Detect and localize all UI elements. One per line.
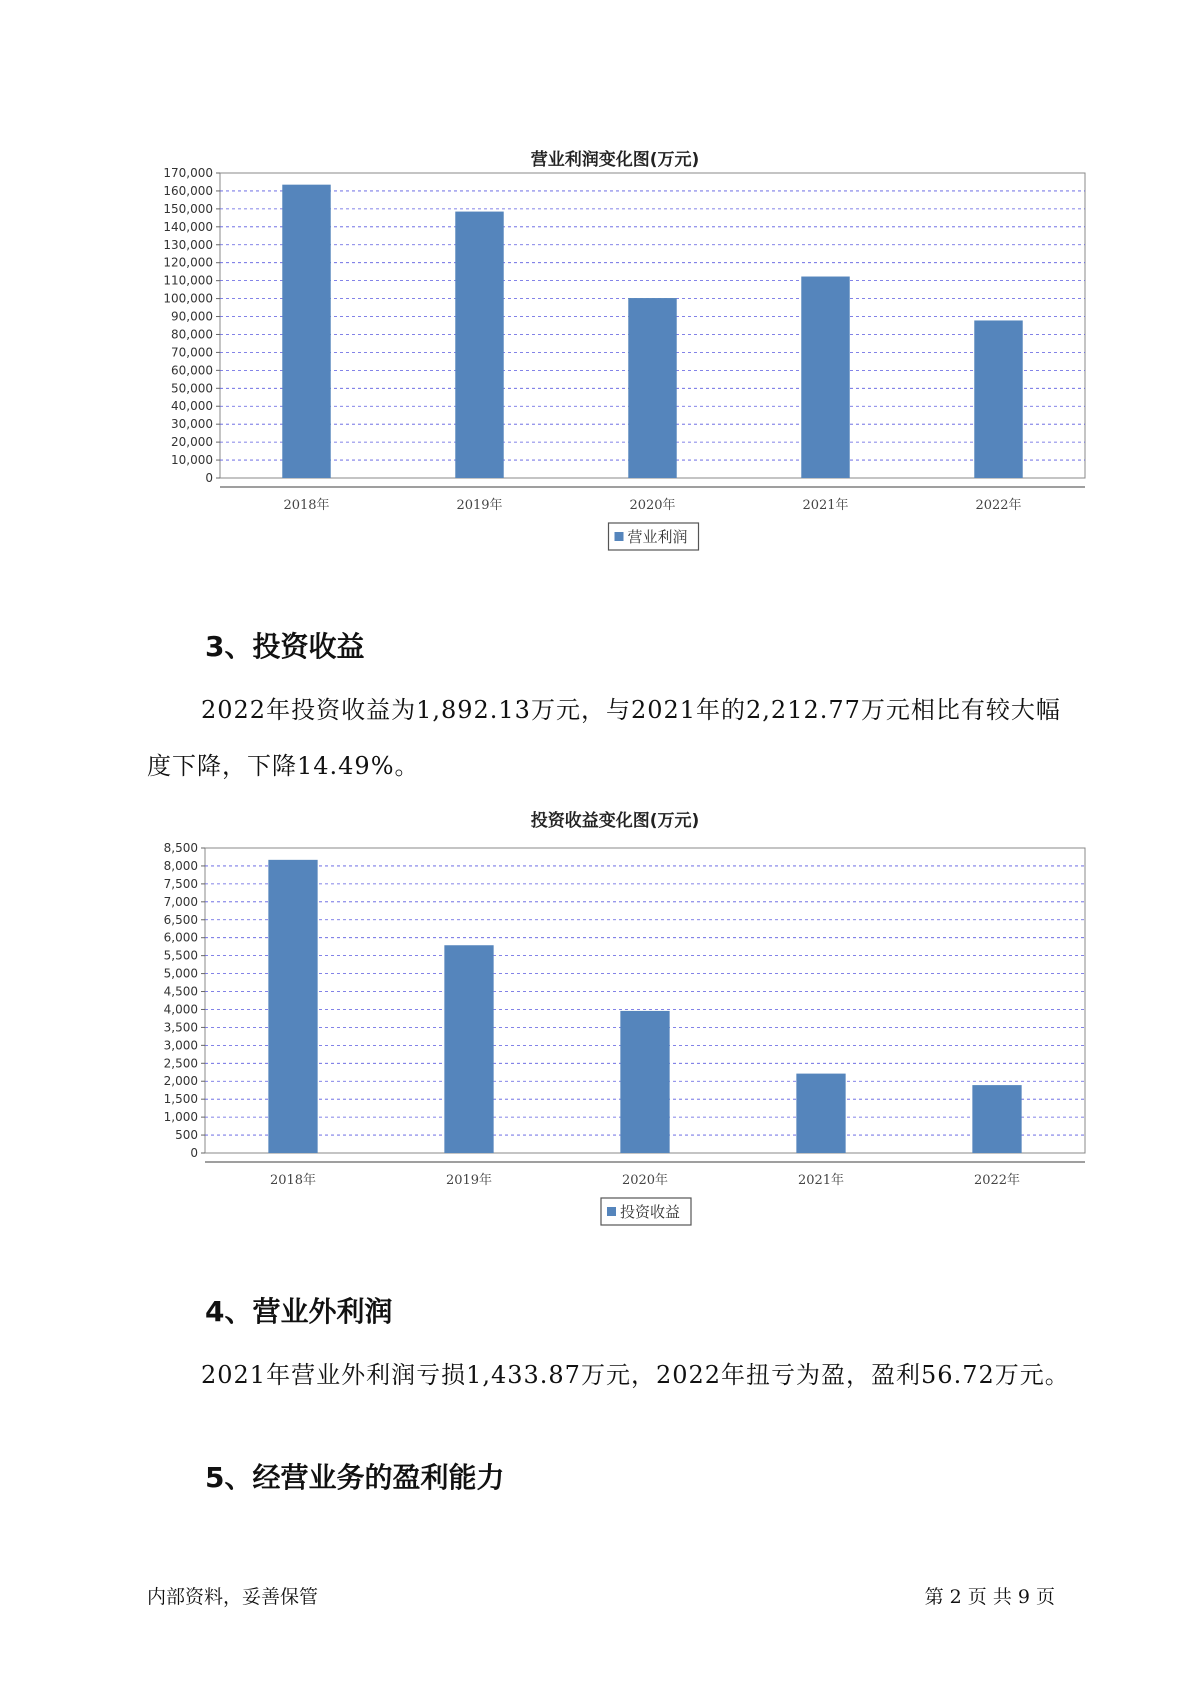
- y-tick-label: 160,000: [163, 183, 213, 198]
- investment-income-svg: [150, 797, 1080, 1237]
- y-tick-label: 6,500: [163, 912, 198, 927]
- x-tick-label: 2020年: [629, 498, 676, 513]
- y-tick-label: 70,000: [171, 345, 213, 360]
- y-tick-label: 5,000: [163, 966, 198, 981]
- y-tick-label: 500: [175, 1128, 198, 1143]
- y-tick-label: 1,000: [163, 1110, 198, 1125]
- bar: [796, 1074, 845, 1153]
- footer-confidential-note: 内部资料，妥善保管: [147, 1586, 319, 1608]
- section-heading-non-operating-profit: 4、营业外利润: [205, 1295, 393, 1328]
- bar: [974, 320, 1022, 478]
- operating-profit-svg: [150, 135, 1080, 575]
- investment-income-chart: [150, 797, 1080, 1257]
- y-tick-label: 2,500: [163, 1056, 198, 1071]
- x-tick-label: 2020年: [621, 1173, 669, 1188]
- section-heading-investment-income: 3、投资收益: [205, 630, 365, 663]
- y-tick-label: 6,000: [163, 930, 198, 945]
- bar: [282, 185, 330, 478]
- y-tick-label: 40,000: [171, 399, 213, 414]
- x-tick-label: 2022年: [973, 1173, 1021, 1188]
- y-tick-label: 4,000: [163, 1002, 198, 1017]
- y-tick-label: 8,000: [163, 858, 198, 873]
- y-tick-label: 90,000: [171, 309, 213, 324]
- x-tick-label: 2018年: [269, 1173, 317, 1188]
- y-tick-label: 7,000: [163, 894, 198, 909]
- y-tick-label: 8,500: [163, 841, 198, 855]
- y-tick-label: 0: [190, 1146, 198, 1160]
- x-tick-label: 2021年: [802, 498, 849, 513]
- bar: [620, 1011, 669, 1153]
- x-tick-label: 2018年: [283, 498, 330, 513]
- bar: [268, 860, 317, 1153]
- section-heading-profitability: 5、经营业务的盈利能力: [205, 1461, 505, 1494]
- bar: [801, 277, 849, 478]
- non-operating-profit-paragraph: 2021年营业外利润亏损1,433.87万元，2022年扭亏为盈，盈利56.72万元。: [201, 1361, 1070, 1389]
- y-tick-label: 2,000: [163, 1074, 198, 1089]
- legend-label: 营业利润: [627, 528, 688, 546]
- y-tick-label: 10,000: [171, 453, 213, 468]
- bar: [444, 945, 493, 1153]
- y-tick-label: 80,000: [171, 327, 213, 342]
- legend-swatch: [607, 1207, 616, 1216]
- y-tick-label: 4,500: [163, 984, 198, 999]
- y-tick-label: 0: [205, 471, 213, 485]
- y-tick-label: 5,500: [163, 948, 198, 963]
- chart-title: 营业利润变化图(万元): [530, 150, 700, 170]
- legend-label: 投资收益: [620, 1203, 681, 1221]
- y-tick-label: 3,500: [163, 1020, 198, 1035]
- footer-page-number: 第 2 页 共 9 页: [924, 1586, 1055, 1608]
- y-tick-label: 100,000: [163, 291, 213, 306]
- x-tick-label: 2022年: [975, 498, 1022, 513]
- legend-swatch: [615, 532, 624, 541]
- bar: [972, 1085, 1021, 1153]
- y-tick-label: 1,500: [163, 1092, 198, 1107]
- investment-income-paragraph: 2022年投资收益为1,892.13万元，与2021年的2,212.77万元相比有较大幅度下降，下降14.49%。: [147, 696, 1061, 780]
- bar: [455, 212, 503, 478]
- y-tick-label: 120,000: [163, 255, 213, 270]
- y-tick-label: 7,500: [163, 876, 198, 891]
- y-tick-label: 140,000: [163, 219, 213, 234]
- chart-title: 投资收益变化图(万元): [530, 811, 700, 831]
- x-tick-label: 2019年: [456, 498, 503, 513]
- y-tick-label: 170,000: [163, 166, 213, 180]
- y-tick-label: 110,000: [163, 273, 213, 288]
- operating-profit-chart: [150, 135, 1080, 595]
- y-tick-label: 150,000: [163, 201, 213, 216]
- y-tick-label: 30,000: [171, 417, 213, 432]
- y-tick-label: 130,000: [163, 237, 213, 252]
- x-tick-label: 2021年: [797, 1173, 845, 1188]
- x-tick-label: 2019年: [445, 1173, 493, 1188]
- y-tick-label: 50,000: [171, 381, 213, 396]
- y-tick-label: 20,000: [171, 435, 213, 450]
- bar: [628, 298, 676, 478]
- y-tick-label: 60,000: [171, 363, 213, 378]
- y-tick-label: 3,000: [163, 1038, 198, 1053]
